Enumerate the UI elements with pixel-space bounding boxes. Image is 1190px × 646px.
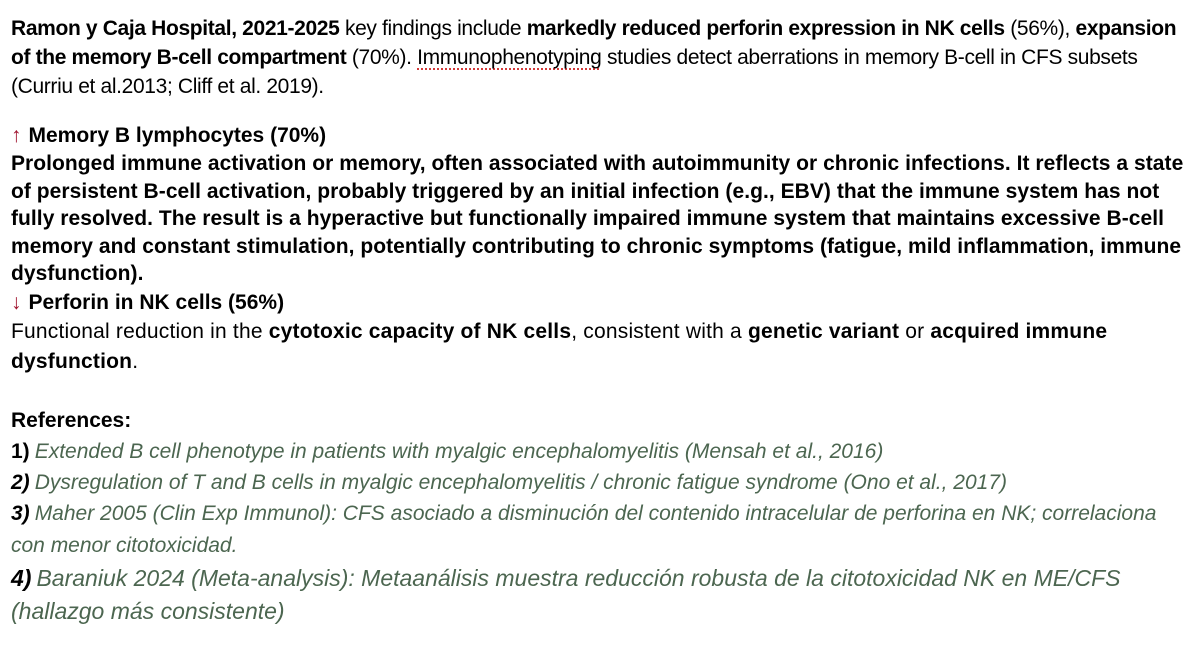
perforin-description: [11, 317, 1187, 377]
reference-number: 3): [11, 501, 30, 525]
reference-text: Baraniuk 2024 (Meta-analysis): Metaanálisis muestra reducción robusta de la citotoxicidad NK en ME/CFS (hallazgo más consistente): [11, 564, 1121, 624]
perforin-text: Functional reduction in the: [11, 319, 269, 343]
intro-text: (70%).: [346, 46, 418, 69]
perforin-emphasis: acquired immune dysfunction: [11, 319, 1108, 373]
reference-item: [11, 562, 1187, 628]
intro-text: studies detect aberrations in memory B-cell in CFS subsets (Curriu et al.2013; Cliff et al. 2019).: [11, 46, 1138, 98]
intro-paragraph: [11, 14, 1187, 101]
reference-text: Maher 2005 (Clin Exp Immunol): CFS asociado a disminución del contenido intracelular de perforina en NK; correlaciona con menor citotoxicidad.: [11, 501, 1157, 557]
intro-text: key findings include: [339, 17, 527, 40]
perforin-text: or: [899, 319, 931, 343]
arrow-up-icon: ↑: [11, 124, 22, 147]
perforin-heading: [11, 288, 1187, 317]
reference-text: Extended B cell phenotype in patients with myalgic encephalomyelitis (Mensah et al., 2016): [34, 439, 884, 463]
reference-item: [11, 498, 1187, 562]
finding-memory-b: expansion of the memory B-cell compartment: [11, 17, 1177, 69]
reference-number: 2): [11, 470, 30, 494]
memory-b-heading: [11, 121, 1187, 150]
finding-perforin: markedly reduced perforin expression in NK cells: [526, 17, 1005, 40]
reference-number: 4): [11, 564, 32, 591]
spacer: [11, 101, 1187, 121]
reference-item: [11, 467, 1187, 498]
misspelled-word[interactable]: Immunophenotyping: [417, 46, 602, 69]
perforin-text: .: [132, 349, 139, 373]
perforin-text: , consistent with a: [571, 319, 748, 343]
study-title: Ramon y Caja Hospital, 2021-2025: [11, 17, 340, 40]
memory-b-heading-text: Memory B lymphocytes (70%): [28, 124, 327, 147]
reference-item: [11, 436, 1187, 467]
arrow-down-icon: ↓: [11, 290, 22, 314]
intro-text: (56%),: [1004, 17, 1076, 40]
document-body: [11, 14, 1187, 628]
perforin-heading-text: Perforin in NK cells (56%): [28, 290, 285, 314]
spacer: [11, 377, 1187, 406]
memory-b-description: Prolonged immune activation or memory, often associated with autoimmunity or chronic infections. It reflects a state of persistent B-cell activation, probably triggered by an initial infection (e.g., EBV) that the immune system has not fully resolved. The result is a hyperactive but functionally impaired immune system that maintains excessive B-cell memory and constant stimulation, potentially contributing to chronic symptoms (fatigue, mild inflammation, immune dysfunction).: [11, 152, 1184, 285]
perforin-emphasis: genetic variant: [747, 319, 900, 343]
perforin-emphasis: cytotoxic capacity of NK cells: [268, 319, 572, 343]
references-title: References:: [11, 408, 132, 432]
reference-text: Dysregulation of T and B cells in myalgic encephalomyelitis / chronic fatigue syndrome (Ono et al., 2017): [34, 470, 1007, 494]
reference-number: 1): [11, 439, 30, 463]
